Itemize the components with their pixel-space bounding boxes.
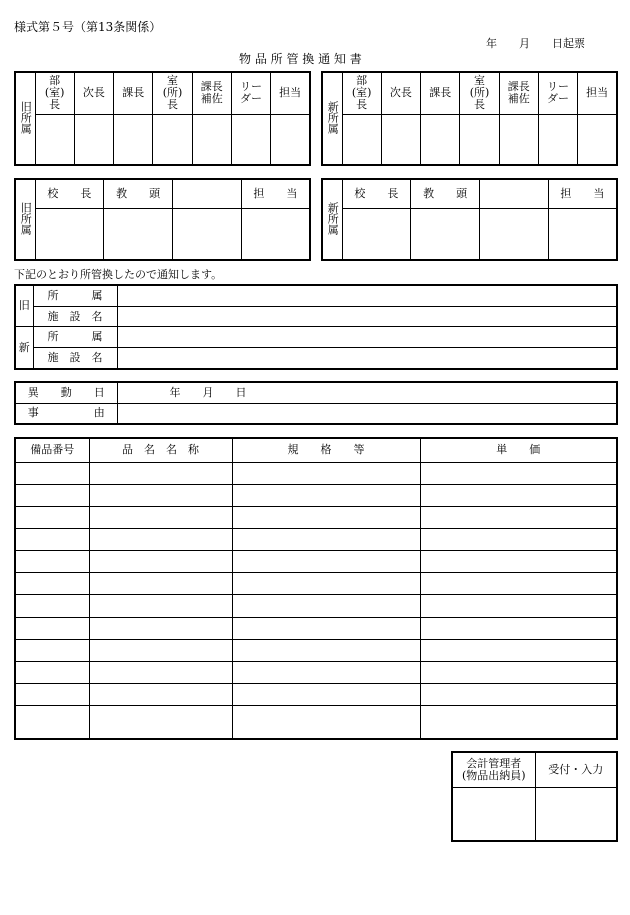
table-row	[15, 551, 617, 573]
old-facility-field[interactable]	[117, 306, 617, 327]
school-approval-table-new	[321, 178, 618, 261]
old-label: 旧	[15, 285, 33, 327]
header-shitsucho: 室 (所) 長	[460, 72, 499, 114]
page-title: 物 品 所 管 換 通 知 書	[239, 52, 362, 66]
stamp-cell[interactable]	[548, 208, 617, 260]
stamp-cell[interactable]	[35, 208, 104, 260]
col-item-number: 備品番号	[15, 438, 89, 462]
table-cell[interactable]	[15, 684, 89, 706]
table-cell[interactable]	[15, 595, 89, 617]
stamp-cell[interactable]	[460, 114, 499, 165]
header-blank	[173, 179, 242, 208]
stamp-cell[interactable]	[421, 114, 460, 165]
col-spec: 規 格 等	[232, 438, 420, 462]
header-kyoto: 教 頭	[411, 179, 480, 208]
table-cell[interactable]	[232, 706, 420, 739]
reason-field[interactable]	[117, 403, 617, 424]
transfer-date-label: 異 動 日	[15, 382, 117, 403]
stamp-cell[interactable]	[538, 114, 577, 165]
date-header: 年 月 日起票	[486, 37, 585, 50]
table-cell[interactable]	[15, 661, 89, 683]
header-shitsucho: 室 (所) 長	[153, 72, 192, 114]
table-cell[interactable]	[420, 595, 617, 617]
stamp-cell[interactable]	[104, 208, 173, 260]
school-approval-table-old	[14, 178, 311, 261]
stamp-cell[interactable]	[173, 208, 242, 260]
new-side-label: 新所属	[322, 179, 342, 260]
form-number: 様式第５号（第13条関係）	[14, 20, 162, 34]
table-cell[interactable]	[420, 506, 617, 528]
approval-table-old	[14, 71, 311, 166]
header-bucho: 部 (室) 長	[342, 72, 381, 114]
items-table	[14, 437, 618, 740]
stamp-cell[interactable]	[114, 114, 153, 165]
stamp-cell[interactable]	[241, 208, 310, 260]
table-cell[interactable]	[232, 573, 420, 595]
header-jicho: 次長	[381, 72, 420, 114]
header-kacho-hosa: 課長 補佐	[499, 72, 538, 114]
old-side-label: 旧所属	[15, 72, 35, 165]
table-cell[interactable]	[15, 528, 89, 550]
accountant-stamp[interactable]	[452, 787, 535, 841]
header-kacho-hosa: 課長 補佐	[192, 72, 231, 114]
table-cell[interactable]	[232, 595, 420, 617]
table-cell[interactable]	[420, 617, 617, 639]
table-cell[interactable]	[15, 573, 89, 595]
header-kocho: 校 長	[35, 179, 104, 208]
table-row	[15, 684, 617, 706]
header-kacho: 課長	[421, 72, 460, 114]
table-cell[interactable]	[15, 551, 89, 573]
table-cell[interactable]	[89, 506, 232, 528]
col-item-name: 品 名 名 称	[89, 438, 232, 462]
table-cell[interactable]	[89, 462, 232, 484]
stamp-cell[interactable]	[231, 114, 270, 165]
table-cell[interactable]	[420, 684, 617, 706]
accountant-label: 会計管理者 (物品出納員)	[452, 752, 535, 787]
header-tanto: 担 当	[548, 179, 617, 208]
table-cell[interactable]	[89, 706, 232, 739]
transfer-table	[14, 381, 618, 425]
notice-text: 下記のとおり所管換したので通知します。	[14, 268, 223, 281]
table-cell[interactable]	[15, 706, 89, 739]
table-row	[15, 617, 617, 639]
table-row	[15, 639, 617, 661]
header-tanto: 担当	[271, 72, 310, 114]
new-facility-label: 施 設 名	[33, 348, 117, 369]
header-blank	[480, 179, 549, 208]
received-stamp[interactable]	[535, 787, 617, 841]
table-cell[interactable]	[15, 506, 89, 528]
stamp-cell[interactable]	[153, 114, 192, 165]
stamp-cell[interactable]	[271, 114, 310, 165]
affiliation-table	[14, 284, 618, 370]
table-cell[interactable]	[89, 617, 232, 639]
table-row	[15, 462, 617, 484]
table-row	[15, 484, 617, 506]
table-cell[interactable]	[89, 661, 232, 683]
header-leader: リー ダー	[231, 72, 270, 114]
table-cell[interactable]	[420, 573, 617, 595]
table-cell[interactable]	[232, 484, 420, 506]
table-cell[interactable]	[232, 551, 420, 573]
table-cell[interactable]	[89, 484, 232, 506]
old-facility-label: 施 設 名	[33, 306, 117, 327]
header-kocho: 校 長	[342, 179, 411, 208]
stamp-cell[interactable]	[342, 208, 411, 260]
old-dept-field[interactable]	[117, 285, 617, 306]
table-cell[interactable]	[89, 573, 232, 595]
table-cell[interactable]	[232, 684, 420, 706]
header-tanto: 担 当	[241, 179, 310, 208]
stamp-cell[interactable]	[192, 114, 231, 165]
old-side-label: 旧所属	[15, 179, 35, 260]
table-row	[15, 661, 617, 683]
table-cell[interactable]	[420, 484, 617, 506]
table-row	[15, 506, 617, 528]
table-row	[15, 595, 617, 617]
table-cell[interactable]	[232, 639, 420, 661]
transfer-date-field[interactable]: 年 月 日	[117, 382, 617, 403]
new-side-label: 新所属	[322, 72, 342, 165]
table-row	[15, 528, 617, 550]
header-jicho: 次長	[74, 72, 113, 114]
received-label: 受付・入力	[535, 752, 617, 787]
table-cell[interactable]	[232, 617, 420, 639]
table-cell[interactable]	[89, 595, 232, 617]
stamp-cell[interactable]	[578, 114, 617, 165]
stamp-cell[interactable]	[35, 114, 74, 165]
table-cell[interactable]	[15, 617, 89, 639]
table-cell[interactable]	[89, 684, 232, 706]
table-cell[interactable]	[15, 639, 89, 661]
table-cell[interactable]	[15, 484, 89, 506]
table-cell[interactable]	[15, 462, 89, 484]
header-kyoto: 教 頭	[104, 179, 173, 208]
stamp-cell[interactable]	[480, 208, 549, 260]
header-tanto: 担当	[578, 72, 617, 114]
table-cell[interactable]	[420, 462, 617, 484]
table-row	[15, 706, 617, 739]
col-unit-price: 単 価	[420, 438, 617, 462]
table-cell[interactable]	[232, 528, 420, 550]
stamp-cell[interactable]	[381, 114, 420, 165]
table-cell[interactable]	[89, 639, 232, 661]
receipt-table	[451, 751, 618, 842]
approval-table-new	[321, 71, 618, 166]
table-cell[interactable]	[420, 551, 617, 573]
table-cell[interactable]	[89, 551, 232, 573]
table-cell[interactable]	[420, 661, 617, 683]
table-cell[interactable]	[420, 706, 617, 739]
stamp-cell[interactable]	[342, 114, 381, 165]
header-kacho: 課長	[114, 72, 153, 114]
new-facility-field[interactable]	[117, 348, 617, 369]
old-dept-label: 所 属	[33, 285, 117, 306]
table-cell[interactable]	[232, 661, 420, 683]
table-cell[interactable]	[420, 528, 617, 550]
table-cell[interactable]	[232, 506, 420, 528]
table-cell[interactable]	[420, 639, 617, 661]
stamp-cell[interactable]	[499, 114, 538, 165]
table-cell[interactable]	[232, 462, 420, 484]
reason-label: 事 由	[15, 403, 117, 424]
table-cell[interactable]	[89, 528, 232, 550]
table-row	[15, 573, 617, 595]
stamp-cell[interactable]	[411, 208, 480, 260]
header-bucho: 部 (室) 長	[35, 72, 74, 114]
new-label: 新	[15, 327, 33, 369]
header-leader: リー ダー	[538, 72, 577, 114]
stamp-cell[interactable]	[74, 114, 113, 165]
new-dept-field[interactable]	[117, 327, 617, 348]
new-dept-label: 所 属	[33, 327, 117, 348]
